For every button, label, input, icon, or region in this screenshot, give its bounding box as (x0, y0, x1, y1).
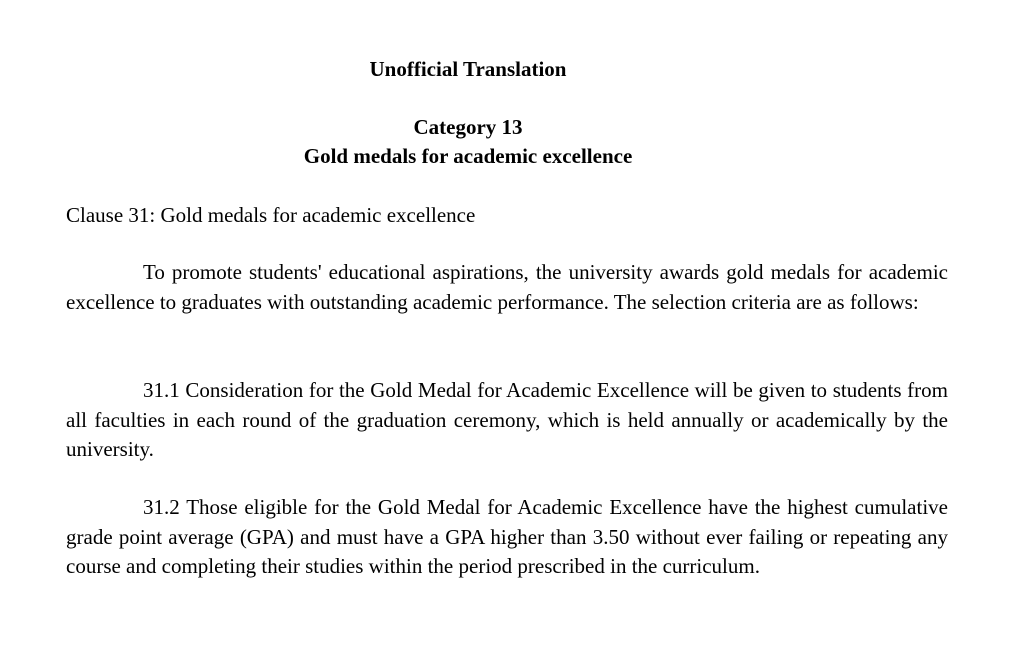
translation-notice: Unofficial Translation (369, 57, 567, 81)
paragraph-31-1: 31.1 Consideration for the Gold Medal for Academic Excellence will be given to students from all faculties in each round of the graduation ceremony, which is held annually or academically by the university. (66, 378, 948, 461)
category-number: Category 13 (413, 115, 523, 139)
paragraph-31-2: 31.2 Those eligible for the Gold Medal for Academic Excellence have the highest cumulative grade point average (GPA) and must have a GPA higher than 3.50 without ever failing or repeating any course and completing their studies within the period prescribed in the curriculum. (66, 495, 948, 578)
paragraph-intro: To promote students' educational aspirations, the university awards gold medals for academic excellence to graduates with outstanding academic performance. The selection criteria are as follows: (66, 260, 948, 314)
clause-title: Clause 31: Gold medals for academic excellence (66, 203, 476, 227)
category-title: Gold medals for academic excellence (303, 144, 633, 168)
